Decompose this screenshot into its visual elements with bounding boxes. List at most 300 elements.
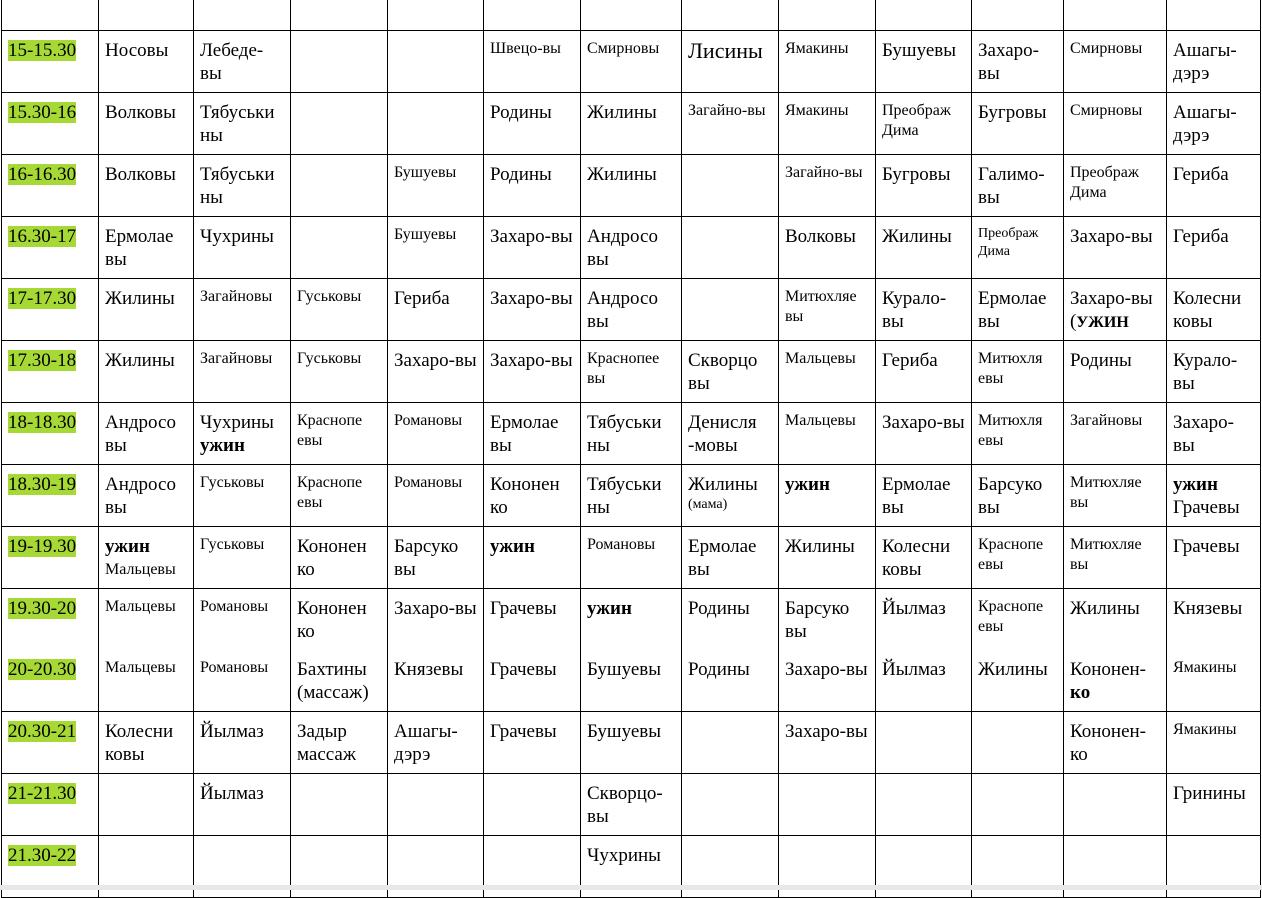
family-name: Ямакины	[1173, 659, 1237, 676]
family-name: Жилины	[688, 474, 758, 495]
family-name: Тябуськи ны	[587, 474, 662, 518]
family-name: ужин	[587, 598, 632, 619]
booking-cell	[1167, 527, 1261, 589]
family-name: Чухрины	[200, 412, 274, 433]
booking-cell	[99, 31, 194, 93]
family-name: Жилины	[1070, 598, 1140, 619]
booking-cell	[194, 0, 291, 31]
time-slot-cell	[2, 403, 99, 465]
booking-cell	[779, 0, 876, 31]
time-slot-cell	[2, 31, 99, 93]
family-name: Волковы	[105, 164, 176, 185]
family-name: Жилины	[105, 350, 175, 371]
table-row	[2, 712, 1261, 774]
family-name: Кононен ко	[297, 536, 367, 580]
booking-cell	[876, 31, 972, 93]
family-name: Романовы	[394, 412, 463, 429]
booking-cell	[972, 155, 1064, 217]
booking-cell	[1167, 774, 1261, 836]
family-name: Носовы	[105, 40, 169, 61]
time-slot-cell	[2, 279, 99, 341]
family-name: Швецо-вы	[490, 40, 561, 57]
time-slot-label: 15.30-16	[8, 102, 77, 123]
booking-cell	[291, 31, 388, 93]
booking-cell	[581, 712, 682, 774]
booking-cell	[388, 465, 484, 527]
booking-cell	[1064, 712, 1167, 774]
family-name: Бушуевы	[587, 659, 661, 680]
booking-cell	[194, 279, 291, 341]
family-name: Бугровы	[882, 164, 951, 185]
booking-cell	[682, 31, 779, 93]
booking-cell	[682, 712, 779, 774]
family-name: Грачевы	[490, 659, 557, 680]
family-name: Ермолае вы	[978, 288, 1047, 332]
booking-cell	[876, 0, 972, 31]
time-slot-label: 20.30-21	[8, 721, 77, 742]
booking-cell	[682, 403, 779, 465]
booking-cell	[972, 217, 1064, 279]
family-name: Захаро-вы	[490, 350, 573, 371]
booking-cell	[484, 527, 581, 589]
family-name: ужин	[785, 474, 830, 495]
booking-cell	[99, 155, 194, 217]
family-name: Захаро-вы	[1173, 412, 1234, 456]
time-slot-cell	[2, 589, 99, 651]
dinner-mark: ужин	[1173, 474, 1218, 495]
family-name: Краснопе евы	[978, 598, 1044, 635]
booking-cell	[779, 527, 876, 589]
booking-cell	[99, 0, 194, 31]
family-name: Йылмаз	[200, 721, 264, 742]
booking-cell	[682, 774, 779, 836]
booking-cell	[1064, 0, 1167, 31]
family-name: Ермолае вы	[882, 474, 951, 518]
family-name: Гериба	[1173, 226, 1229, 247]
booking-cell	[682, 650, 779, 712]
booking-cell	[876, 341, 972, 403]
booking-cell	[581, 217, 682, 279]
booking-cell	[1167, 93, 1261, 155]
family-name: Жилины	[785, 536, 855, 557]
booking-cell	[388, 93, 484, 155]
booking-cell	[682, 155, 779, 217]
family-name: Захаро-вы	[490, 288, 573, 309]
booking-cell	[876, 403, 972, 465]
booking-cell	[388, 589, 484, 651]
family-name: Жилины	[105, 288, 175, 309]
booking-cell	[484, 217, 581, 279]
booking-cell	[682, 217, 779, 279]
booking-cell	[1167, 279, 1261, 341]
booking-cell	[388, 31, 484, 93]
booking-cell	[581, 31, 682, 93]
time-slot-cell	[2, 465, 99, 527]
booking-cell	[99, 650, 194, 712]
booking-cell	[1064, 279, 1167, 341]
family-name: Захаро-вы	[394, 598, 477, 619]
booking-cell	[484, 93, 581, 155]
time-slot-cell	[2, 217, 99, 279]
booking-cell	[194, 774, 291, 836]
family-name: Мальцевы	[105, 659, 176, 676]
family-name: Мальцевы	[105, 561, 176, 578]
booking-cell	[484, 403, 581, 465]
time-slot-label: 21-21.30	[8, 783, 77, 804]
family-name: Ямакины	[785, 40, 849, 57]
booking-cell	[194, 93, 291, 155]
booking-cell	[291, 341, 388, 403]
family-name: Преображ Дима	[1070, 164, 1139, 201]
booking-cell	[99, 341, 194, 403]
family-name: Загайновы	[200, 288, 273, 305]
booking-cell	[779, 589, 876, 651]
booking-cell	[484, 0, 581, 31]
family-name: Андросо вы	[105, 412, 176, 456]
table-row	[2, 31, 1261, 93]
family-name: Грачевы	[1173, 497, 1240, 518]
booking-cell	[581, 403, 682, 465]
dinner-mark: ужин	[105, 536, 150, 557]
family-name: Кононен-ко	[1070, 721, 1146, 765]
table-row	[2, 341, 1261, 403]
booking-cell	[682, 465, 779, 527]
family-name: Йылмаз	[200, 783, 264, 804]
family-name: Ашагы-дэрэ	[1173, 102, 1237, 146]
family-name: Митюхля евы	[978, 350, 1043, 387]
booking-cell	[194, 712, 291, 774]
booking-cell	[1064, 650, 1167, 712]
family-name: Бугровы	[978, 102, 1047, 123]
booking-cell	[1064, 774, 1167, 836]
booking-cell	[1064, 31, 1167, 93]
time-slot-label: 17-17.30	[8, 288, 77, 309]
booking-cell	[99, 279, 194, 341]
booking-cell	[99, 217, 194, 279]
time-slot-cell	[2, 93, 99, 155]
booking-cell	[484, 712, 581, 774]
family-name: Захаро-вы	[978, 40, 1039, 84]
booking-cell	[388, 155, 484, 217]
family-name: Преображ Дима	[978, 226, 1039, 259]
time-slot-cell	[2, 527, 99, 589]
booking-cell	[99, 774, 194, 836]
time-slot-cell	[2, 712, 99, 774]
family-name: Чухрины	[200, 226, 274, 247]
family-name: Лебеде-вы	[200, 40, 264, 84]
dinner-mark: УЖИН	[1076, 314, 1129, 331]
booking-cell	[876, 279, 972, 341]
booking-cell	[972, 0, 1064, 31]
booking-cell	[388, 217, 484, 279]
booking-cell	[1064, 465, 1167, 527]
booking-cell	[972, 31, 1064, 93]
family-name: Скворцо-вы	[587, 783, 663, 827]
table-row	[2, 403, 1261, 465]
family-name: Митюхляе вы	[1070, 536, 1142, 573]
booking-cell	[291, 589, 388, 651]
booking-cell	[779, 31, 876, 93]
family-name: Кононен ко	[297, 598, 367, 642]
family-name: Колесни ковы	[105, 721, 174, 765]
booking-cell	[972, 774, 1064, 836]
family-name: Гринины	[1173, 783, 1246, 804]
booking-cell	[388, 0, 484, 31]
booking-cell	[1167, 650, 1261, 712]
booking-cell	[484, 341, 581, 403]
family-name: Князевы	[394, 659, 464, 680]
note-text: (мама)	[688, 497, 728, 512]
booking-cell	[291, 465, 388, 527]
booking-cell	[779, 341, 876, 403]
schedule-table	[1, 0, 1261, 898]
family-name: Бушуевы	[394, 226, 457, 243]
family-name: Грачевы	[490, 598, 557, 619]
dinner-mark: ко	[1070, 682, 1091, 703]
booking-cell	[1167, 0, 1261, 31]
booking-cell	[972, 650, 1064, 712]
family-name: Волковы	[105, 102, 176, 123]
time-slot-label: 15-15.30	[8, 40, 77, 61]
booking-cell	[388, 279, 484, 341]
booking-cell	[1167, 155, 1261, 217]
booking-cell	[876, 712, 972, 774]
family-name: Романовы	[200, 598, 269, 615]
booking-cell	[779, 774, 876, 836]
family-name: Грачевы	[490, 721, 557, 742]
family-name: Краснопе евы	[297, 412, 363, 449]
family-name: Ермолае вы	[688, 536, 757, 580]
family-name: Курало-вы	[1173, 350, 1238, 394]
family-name: Лисины	[688, 38, 763, 63]
booking-cell	[1167, 341, 1261, 403]
family-name: Йылмаз	[882, 598, 946, 619]
booking-cell	[484, 279, 581, 341]
family-name: Захаро-вы	[490, 226, 573, 247]
booking-cell	[291, 650, 388, 712]
booking-cell	[581, 774, 682, 836]
family-name: Мальцевы	[785, 412, 856, 429]
booking-cell	[876, 774, 972, 836]
booking-cell	[1167, 31, 1261, 93]
family-name: Митюхляе вы	[1070, 474, 1142, 511]
time-slot-cell	[2, 341, 99, 403]
family-name: Жилины	[882, 226, 952, 247]
booking-cell	[972, 279, 1064, 341]
time-slot-label: 19.30-20	[8, 598, 77, 619]
dinner-mark: ужин	[200, 435, 245, 456]
booking-cell	[291, 774, 388, 836]
family-name: Романовы	[200, 659, 269, 676]
booking-cell	[484, 31, 581, 93]
booking-cell	[581, 0, 682, 31]
booking-cell	[876, 650, 972, 712]
booking-cell	[194, 650, 291, 712]
family-name: Краснопе евы	[978, 536, 1044, 573]
family-name: Жилины	[587, 102, 657, 123]
family-name: Чухрины	[587, 845, 661, 866]
family-name: ужин	[490, 536, 535, 557]
booking-cell	[876, 93, 972, 155]
family-name: Смирновы	[587, 40, 660, 57]
family-name: Князевы	[1173, 598, 1243, 619]
booking-cell	[581, 465, 682, 527]
booking-cell	[99, 403, 194, 465]
booking-cell	[876, 465, 972, 527]
family-name: Ермолае вы	[490, 412, 559, 456]
booking-cell	[388, 341, 484, 403]
family-name: Тябуськи ны	[587, 412, 662, 456]
family-name: Митюхляе вы	[785, 288, 857, 325]
booking-cell	[779, 155, 876, 217]
booking-cell	[484, 650, 581, 712]
booking-cell	[682, 341, 779, 403]
booking-cell	[972, 589, 1064, 651]
family-name: Галимо-вы	[978, 164, 1045, 208]
booking-cell	[99, 712, 194, 774]
booking-cell	[194, 527, 291, 589]
booking-cell	[388, 403, 484, 465]
table-row	[2, 650, 1261, 712]
family-name: Захаро-вы	[394, 350, 477, 371]
family-name: Бушуевы	[882, 40, 956, 61]
family-name: Мальцевы	[105, 598, 176, 615]
table-row	[2, 465, 1261, 527]
booking-cell	[972, 341, 1064, 403]
booking-cell	[779, 93, 876, 155]
booking-cell	[581, 527, 682, 589]
time-slot-cell	[2, 650, 99, 712]
booking-cell	[388, 712, 484, 774]
booking-cell	[99, 589, 194, 651]
booking-cell	[972, 93, 1064, 155]
family-name: Краснопе евы	[297, 474, 363, 511]
booking-cell	[779, 403, 876, 465]
booking-cell	[291, 93, 388, 155]
time-slot-cell	[2, 0, 99, 31]
table-row	[2, 0, 1261, 31]
family-name: Колесни ковы	[882, 536, 951, 580]
family-name: Загайновы	[200, 350, 273, 367]
booking-cell	[1064, 527, 1167, 589]
family-name: Андросо вы	[587, 288, 658, 332]
booking-cell	[581, 279, 682, 341]
booking-cell	[779, 279, 876, 341]
family-name: Бушуевы	[394, 164, 457, 181]
booking-cell	[291, 0, 388, 31]
page-bottom-edge	[0, 885, 1262, 890]
time-slot-label: 17.30-18	[8, 350, 77, 371]
family-name: Гуськовы	[200, 474, 265, 491]
family-name: Йылмаз	[882, 659, 946, 680]
table-row	[2, 279, 1261, 341]
booking-cell	[484, 465, 581, 527]
table-row	[2, 155, 1261, 217]
booking-cell	[972, 712, 1064, 774]
family-name: Грачевы	[1173, 536, 1240, 557]
family-name: Бахтины (массаж)	[297, 659, 369, 703]
family-name: Тябуськи ны	[200, 164, 275, 208]
family-name: Тябуськи ны	[200, 102, 275, 146]
booking-cell	[291, 217, 388, 279]
booking-cell	[682, 527, 779, 589]
family-name: Смирновы	[1070, 102, 1143, 119]
family-name: Ермолае вы	[105, 226, 174, 270]
booking-cell	[876, 217, 972, 279]
family-name: Волковы	[785, 226, 856, 247]
family-name: Гуськовы	[297, 350, 362, 367]
family-name: Гериба	[1173, 164, 1229, 185]
table-row	[2, 217, 1261, 279]
booking-cell	[291, 712, 388, 774]
schedule-body	[2, 0, 1261, 898]
family-name: Ашагы-дэрэ	[1173, 40, 1237, 84]
family-name: Гуськовы	[297, 288, 362, 305]
booking-cell	[972, 465, 1064, 527]
booking-cell	[779, 465, 876, 527]
family-name: Курало-вы	[882, 288, 947, 332]
booking-cell	[194, 589, 291, 651]
booking-cell	[291, 403, 388, 465]
family-name: Загайно-вы	[785, 164, 863, 181]
family-name: Кононен ко	[490, 474, 560, 518]
family-name: Загайновы	[1070, 412, 1143, 429]
booking-cell	[1064, 589, 1167, 651]
table-row	[2, 527, 1261, 589]
family-name: Родины	[490, 102, 552, 123]
booking-cell	[388, 527, 484, 589]
family-name: Ашагы-дэрэ	[394, 721, 458, 765]
booking-cell	[1064, 155, 1167, 217]
booking-cell	[581, 93, 682, 155]
family-name: Ямакины	[785, 102, 849, 119]
family-name: Андросо вы	[105, 474, 176, 518]
family-name: Родины	[688, 598, 750, 619]
booking-cell	[388, 774, 484, 836]
booking-cell	[388, 650, 484, 712]
booking-cell	[876, 589, 972, 651]
booking-cell	[484, 589, 581, 651]
booking-cell	[1064, 341, 1167, 403]
family-name: Денисля -мовы	[688, 412, 757, 456]
table-row	[2, 774, 1261, 836]
time-slot-label: 19-19.30	[8, 536, 77, 557]
booking-cell	[1167, 465, 1261, 527]
booking-cell	[779, 217, 876, 279]
booking-cell	[291, 527, 388, 589]
family-name: Жилины	[587, 164, 657, 185]
booking-cell	[1064, 217, 1167, 279]
family-name: Краснопее вы	[587, 350, 660, 387]
family-name: Гериба	[882, 350, 938, 371]
family-name: Бушуевы	[587, 721, 661, 742]
booking-cell	[682, 279, 779, 341]
booking-cell	[682, 0, 779, 31]
booking-cell	[99, 93, 194, 155]
family-name: Смирновы	[1070, 40, 1143, 57]
family-name: Романовы	[394, 474, 463, 491]
booking-cell	[581, 650, 682, 712]
family-name: Барсуко вы	[978, 474, 1043, 518]
time-slot-label: 18-18.30	[8, 412, 77, 433]
booking-cell	[682, 589, 779, 651]
booking-cell	[194, 31, 291, 93]
booking-cell	[581, 589, 682, 651]
time-slot-cell	[2, 774, 99, 836]
time-slot-label: 20-20.30	[8, 659, 77, 680]
booking-cell	[1167, 217, 1261, 279]
family-name: Барсуко вы	[785, 598, 850, 642]
